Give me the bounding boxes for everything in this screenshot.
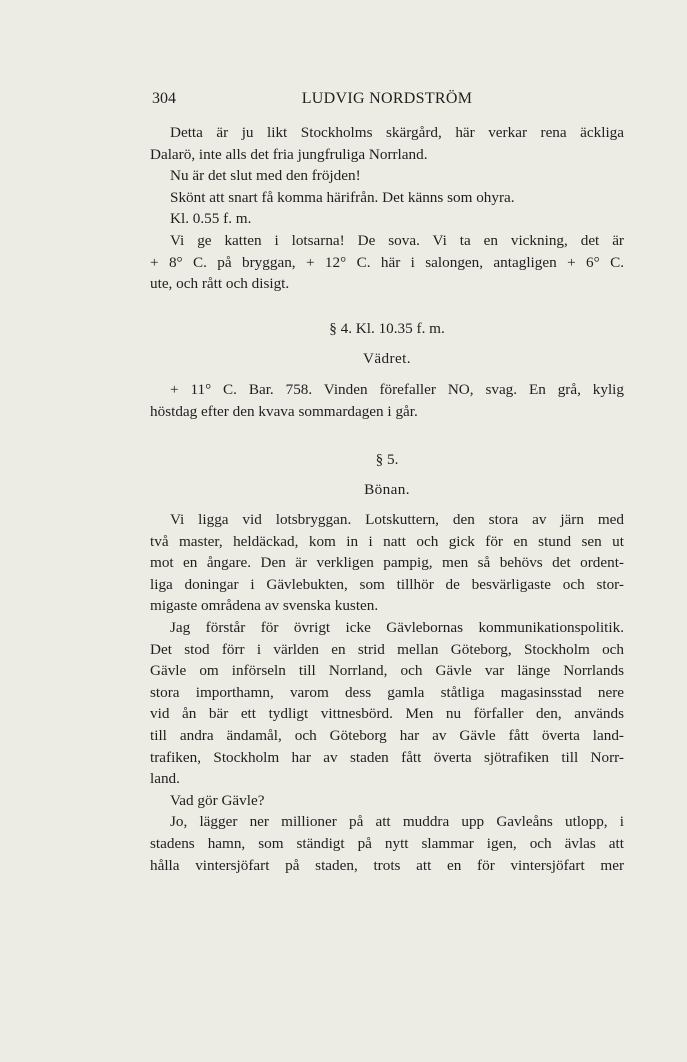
text-line: trafiken, Stockholm har av staden fått överta sjötrafiken till Norr- (150, 748, 624, 766)
text-line: liga doningar i Gävlebukten, som tillhör de besvärligaste och stor- (150, 575, 624, 593)
running-title: LUDVIG NORDSTRÖM (301, 90, 473, 107)
text-line: migaste områdena av svenska kusten. (150, 597, 379, 615)
text-line: ute, och rått och disigt. (150, 275, 290, 293)
text-line: två master, heldäckad, kom in i natt och gick för en stund sen ut (150, 532, 624, 550)
running-head (150, 90, 624, 112)
text-line: Vi ligga vid lotsbryggan. Lotskuttern, den stora av järn med (170, 511, 624, 528)
text-line: Vi ge katten i lotsarna! De sova. Vi ta en vickning, det är (170, 231, 624, 249)
section-title-5: Bönan. (364, 481, 410, 498)
text-line: hålla vintersjöfart på staden, trots att en för vintersjöfart mer (150, 856, 624, 874)
page-number: 304 (152, 90, 176, 107)
text-line: Dalarö, inte alls det fria jungfruliga Norrland. (150, 145, 428, 163)
text-block-5 (150, 509, 624, 876)
text-line: + 11° C. Bar. 758. Vinden förefaller NO, svag. En grå, kylig (170, 381, 624, 398)
text-line: Det stod förr i världen en strid mellan Göteborg, Stockholm och (150, 640, 624, 658)
text-line: Gävle om införseln till Norrland, och Gävle var länge Norrlands (150, 662, 624, 680)
text-line: mot en ångare. Den är verkligen pampig, men så behövs det ordent- (150, 554, 624, 572)
text-line: stadens hamn, som ständigt på nytt slammar igen, och ävlas att (150, 834, 624, 852)
text-line: Jag förstår för övrigt icke Gävlebornas kommunikationspolitik. (170, 618, 624, 636)
text-line: stora importhamn, varom dess gamla ståtliga magasinsstad nere (150, 683, 624, 701)
text-line: vid ån bär ett tydligt vittnesbörd. Men nu förfaller den, används (150, 705, 624, 723)
text-line: höstdag efter den kvava sommardagen i går. (150, 402, 418, 420)
text-line: Jo, lägger ner millioner på att muddra upp Gavleåns utlopp, i (170, 813, 624, 831)
text-line: Detta är ju likt Stockholms skärgård, här verkar rena äckliga (170, 124, 624, 141)
text-line: + 8° C. på bryggan, + 12° C. här i salongen, antagligen + 6° C. (150, 253, 624, 271)
text-line: till andra ändamål, och Göteborg har av Gävle fått överta land- (150, 726, 624, 744)
text-line: Kl. 0.55 f. m. (170, 210, 252, 228)
section-mark-4: § 4. Kl. 10.35 f. m. (329, 320, 445, 337)
text-line: land. (150, 770, 180, 788)
text-line: Vad gör Gävle? (170, 791, 265, 809)
text-line: Nu är det slut med den fröjden! (170, 167, 361, 185)
text-block-1 (150, 122, 624, 295)
section-title-4: Vädret. (363, 350, 411, 367)
text-block-4 (150, 379, 624, 422)
text-line: Skönt att snart få komma härifrån. Det känns som ohyra. (170, 188, 515, 206)
section-mark-5: § 5. (375, 451, 399, 468)
